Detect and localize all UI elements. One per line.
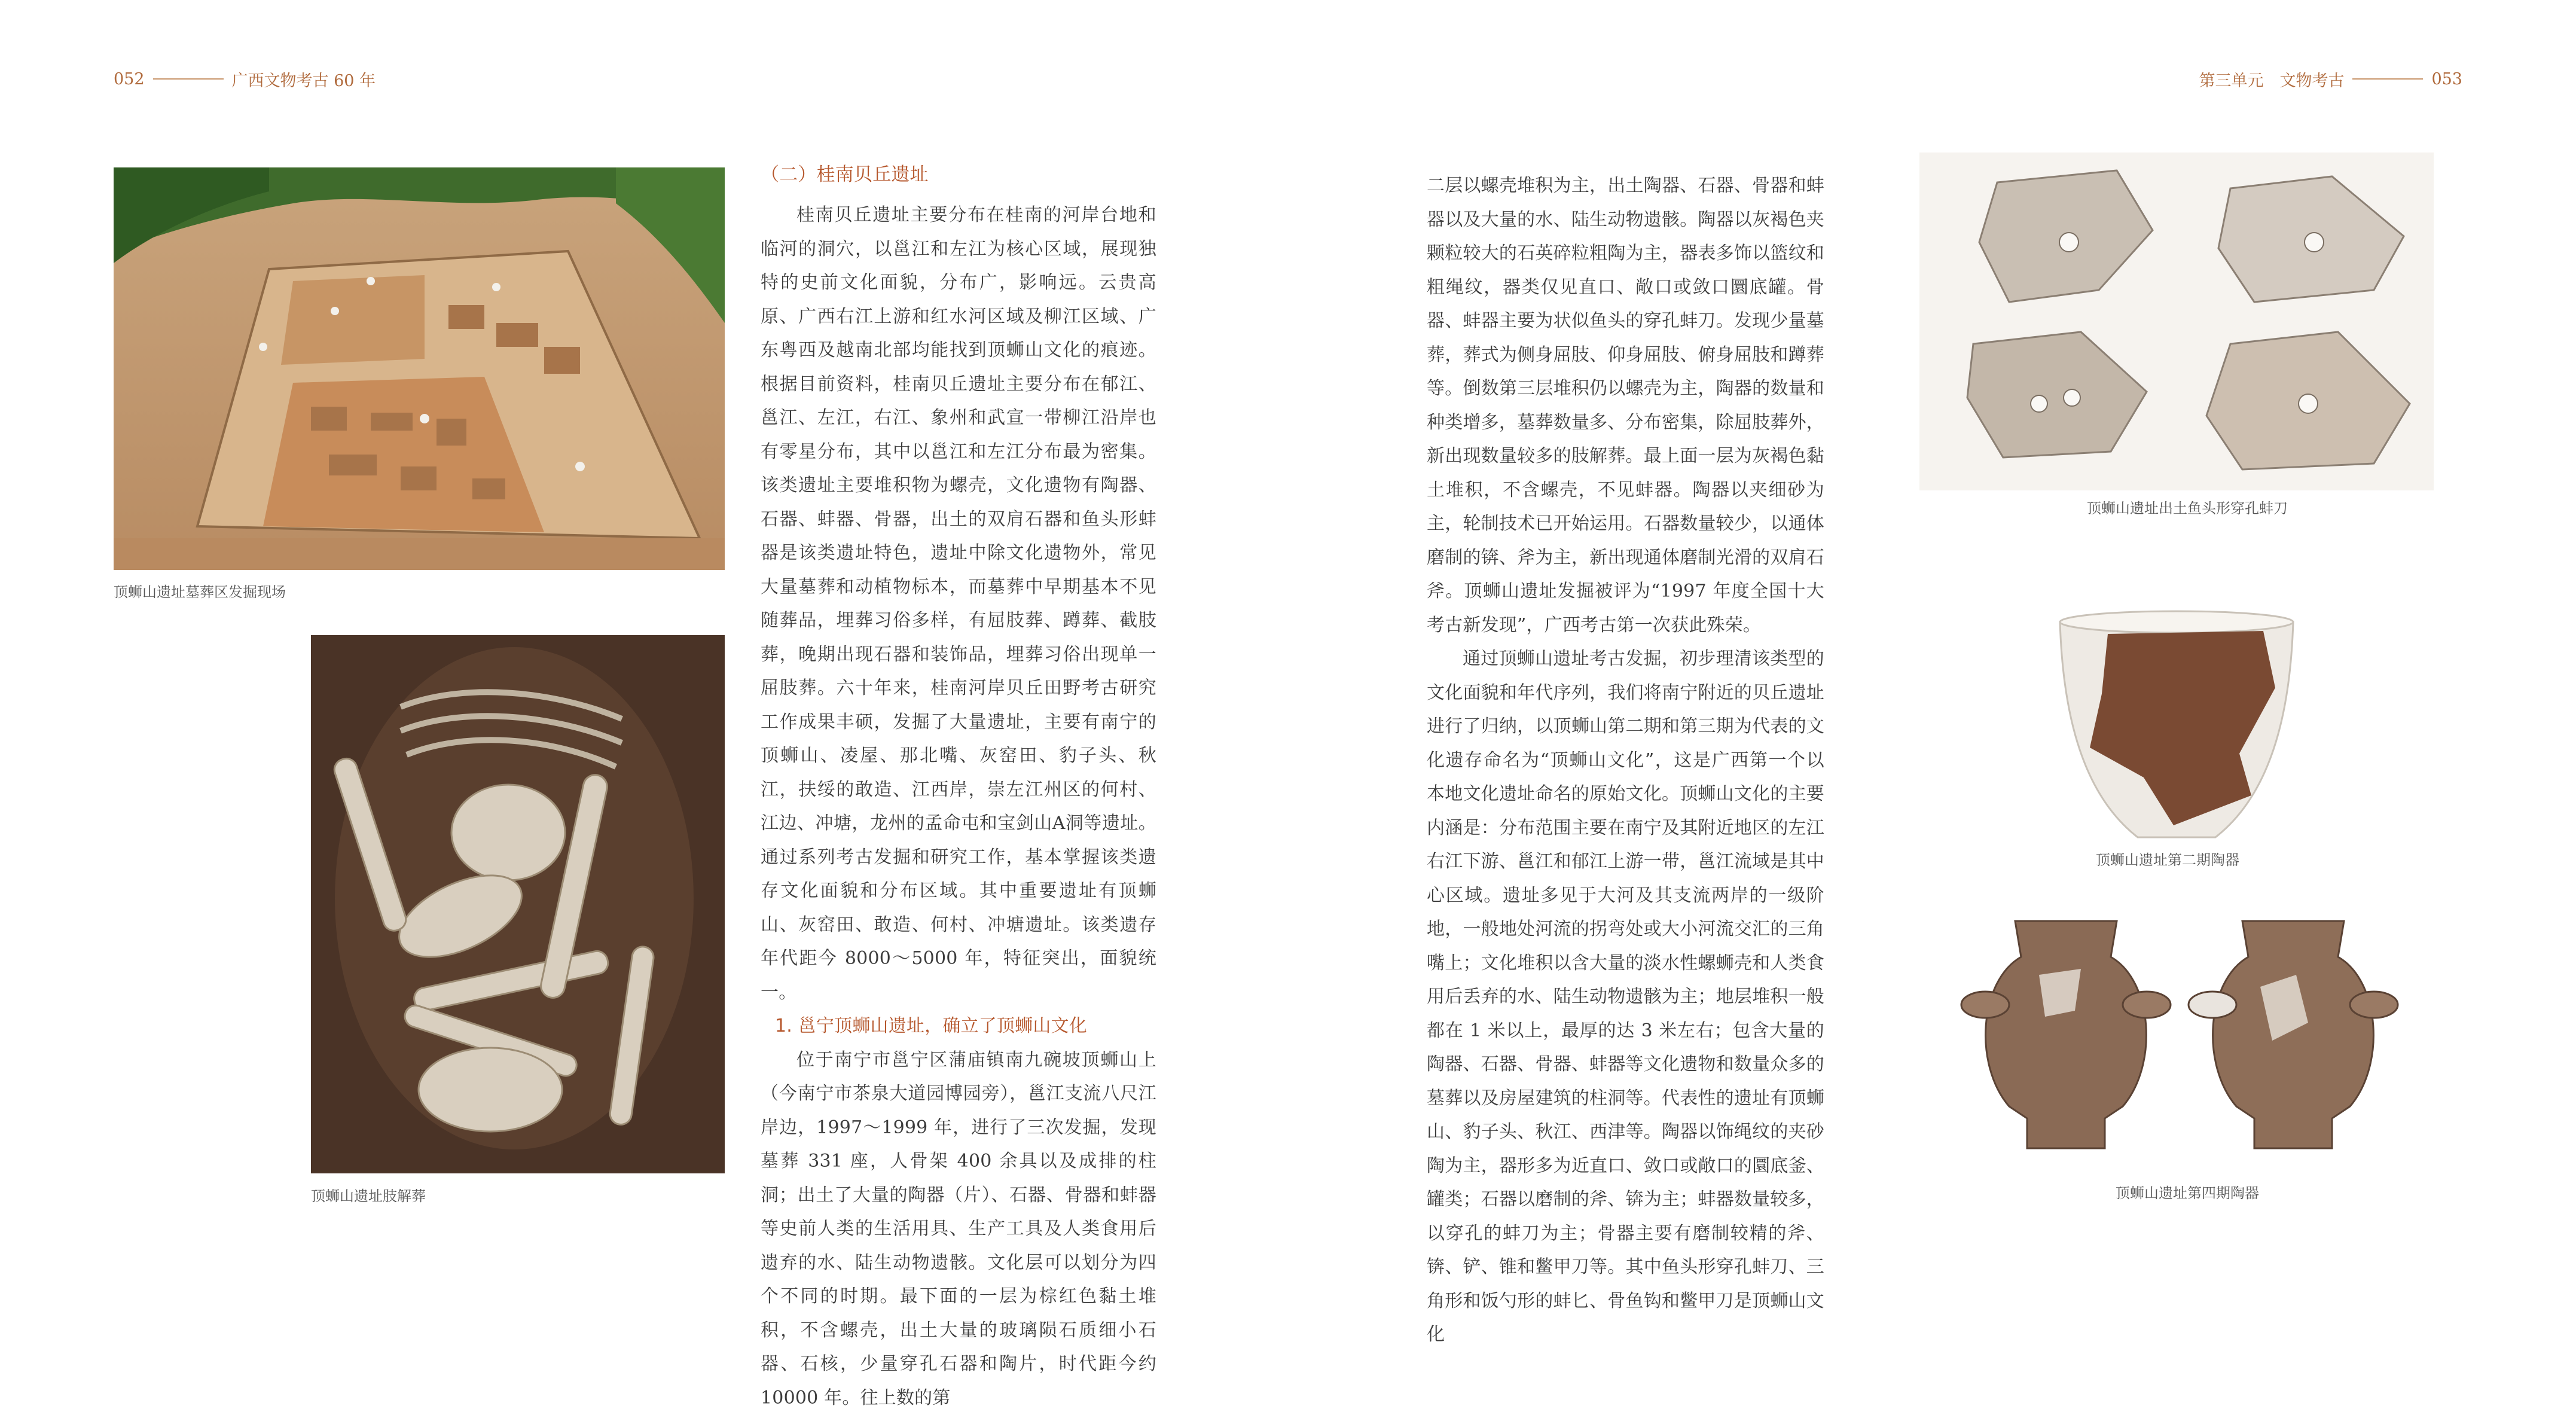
excavation-site-photo xyxy=(114,167,725,570)
caption-phase4-pottery: 顶蛳山遗址第四期陶器 xyxy=(2116,1181,2259,1202)
paragraph: 位于南宁市邕宁区蒲庙镇南九碗坡顶蛳山上（今南宁市茶泉大道园博园旁），邕江支流八尺江岸边，1997～1999 年，进行了三次发掘，发现墓葬 331 座，人骨架 400 余具以及成排的柱洞；出土了大量的陶器（片）、石器、骨器和蚌器等史前人类的生活用具、生产工具及人类食用后遗弃的水、陆生动物遗骸。文化层可以划分为四个不同的时期。最下面的一层为棕红色黏土堆积，不含螺壳，出土大量的玻璃陨石质细小石器、石核，少量穿孔石器和陶片，时代距今约 10000 年。往上数的第 xyxy=(761,1044,1156,1415)
phase2-pottery-photo xyxy=(2036,598,2317,849)
paragraph: 二层以螺壳堆积为主，出土陶器、石器、骨器和蚌器以及大量的水、陆生动物遗骸。陶器以灰褐色夹颗粒较大的石英碎粒粗陶为主，器表多饰以篮纹和粗绳纹，器类仅见直口、敞口或敛口圜底罐。骨器、蚌器主要为状似鱼头的穿孔蚌刀。发现少量墓葬，葬式为侧身屈肢、仰身屈肢、俯身屈肢和蹲葬等。倒数第三层堆积仍以螺壳为主，陶器的数量和种类增多，墓葬数量多、分布密集，除屈肢葬外，新出现数量较多的肢解葬。最上面一层为灰褐色黏土堆积，不含螺壳，不见蚌器。陶器以夹细砂为主，轮制技术已开始运用。石器数量较少，以通体磨制的锛、斧为主，新出现通体磨制光滑的双肩石斧。顶蛳山遗址发掘被评为“1997 年度全国十大考古新发现”，广西考古第一次获此殊荣。 xyxy=(1427,169,1824,642)
caption-shell-knives: 顶蛳山遗址出土鱼头形穿孔蚌刀 xyxy=(2087,496,2288,517)
unit-title: 第三单元 文物考古 xyxy=(2199,68,2344,91)
left-text-column xyxy=(761,157,1156,1415)
right-text-column xyxy=(1427,169,1824,1352)
paragraph: 桂南贝丘遗址主要分布在桂南的河岸台地和临河的洞穴，以邕江和左江为核心区域，展现独特的史前文化面貌，分布广，影响远。云贵高原、广西右江上游和红水河区域及柳江区域、广东粤西及越南北部均能找到顶蛳山文化的痕迹。根据目前资料，桂南贝丘遗址主要分布在郁江、邕江、左江，右江、象州和武宣一带柳江沿岸也有零星分布，其中以邕江和左江分布最为密集。该类遗址主要堆积物为螺壳，文化遗物有陶器、石器、蚌器、骨器，出土的双肩石器和鱼头形蚌器是该类遗址特色，遗址中除文化遗物外，常见大量墓葬和动植物标本，而墓葬中早期基本不见随葬品，埋葬习俗多样，有屈肢葬、蹲葬、截肢葬，晚期出现石器和装饰品，埋葬习俗出现单一屈肢葬。六十年来，桂南河岸贝丘田野考古研究工作成果丰硕，发掘了大量遗址，主要有南宁的顶蛳山、凌屋、那北嘴、灰窑田、豹子头、秋江，扶绥的敢造、江西岸，崇左江州区的何村、江边、冲塘，龙州的孟命屯和宝剑山A洞等遗址。通过系列考古发掘和研究工作，基本掌握该类遗存文化面貌和分布区域。其中重要遗址有顶蛳山、灰窑田、敢造、何村、冲塘遗址。该类遗存年代距今 8000～5000 年，特征突出，面貌统一。 xyxy=(761,199,1156,1010)
right-running-header xyxy=(2199,67,2462,91)
left-page-number: 052 xyxy=(114,70,145,89)
burial-photo xyxy=(311,635,725,1173)
shell-knives-photo xyxy=(1919,153,2434,490)
caption-excavation-site: 顶蛳山遗址墓葬区发掘现场 xyxy=(114,580,286,601)
subsection-title: 1. 邕宁顶蛳山遗址，确立了顶蛳山文化 xyxy=(761,1010,1156,1044)
left-running-header xyxy=(114,67,376,91)
paragraph: 通过顶蛳山遗址考古发掘，初步理清该类型的文化面貌和年代序列，我们将南宁附近的贝丘遗址进行了归纳，以顶蛳山第二期和第三期为代表的文化遗存命名为“顶蛳山文化”，这是广西第一个以本地文化遗址命名的原始文化。顶蛳山文化的主要内涵是：分布范围主要在南宁及其附近地区的左江右江下游、邕江和郁江上游一带，邕江流域是其中心区域。遗址多见于大河及其支流两岸的一级阶地，一般地处河流的拐弯处或大小河流交汇的三角嘴上；文化堆积以含大量的淡水性螺蛳壳和人类食用后丢弃的水、陆生动物遗骸为主；地层堆积一般都在 1 米以上，最厚的达 3 米左右；包含大量的陶器、石器、骨器、蚌器等文化遗物和数量众多的墓葬以及房屋建筑的柱洞等。代表性的遗址有顶蛳山、豹子头、秋江、西津等。陶器以饰绳纹的夹砂陶为主，器形多为近直口、敛口或敞口的圜底釜、罐类；石器以磨制的斧、锛为主；蚌器数量较多，以穿孔的蚌刀为主；骨器主要有磨制较精的斧、锛、铲、锥和鳖甲刀等。其中鱼头形穿孔蚌刀、三角形和饭勺形的蚌匕、骨鱼钩和鳖甲刀是顶蛳山文化 xyxy=(1427,642,1824,1352)
caption-burial: 顶蛳山遗址肢解葬 xyxy=(311,1184,426,1205)
section-title: （二）桂南贝丘遗址 xyxy=(761,157,1156,193)
header-rule xyxy=(2352,78,2423,80)
header-rule xyxy=(153,78,224,80)
phase4-pottery-photo xyxy=(1925,903,2428,1172)
book-title: 广西文物考古 60 年 xyxy=(232,68,376,91)
caption-phase2-pottery: 顶蛳山遗址第二期陶器 xyxy=(2096,848,2239,869)
right-page-number: 053 xyxy=(2431,70,2462,89)
